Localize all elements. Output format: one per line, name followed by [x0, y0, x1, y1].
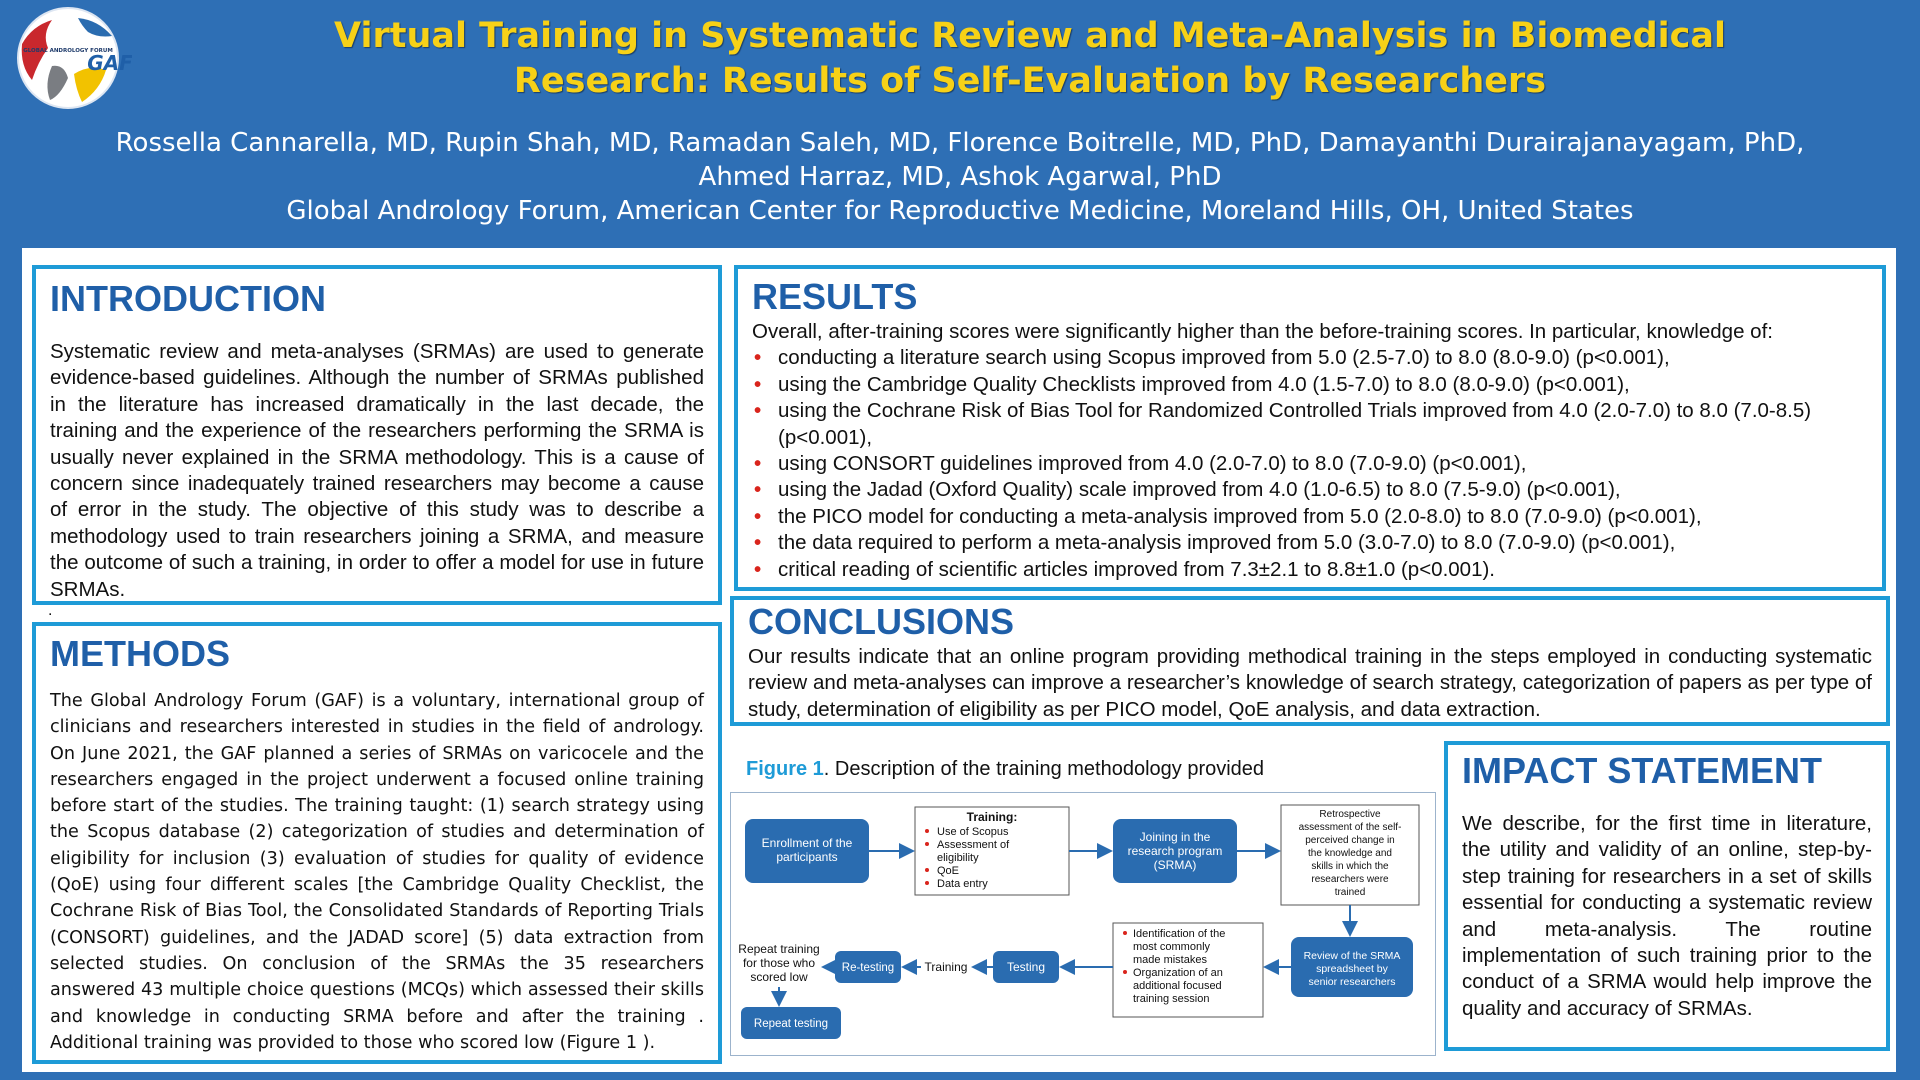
repeat-training-line: for those who: [742, 956, 816, 970]
poster-title: [150, 14, 1910, 104]
results-list: [752, 345, 1868, 583]
retro-line: trained: [1334, 887, 1366, 898]
figure-caption-text: . Description of the training methodology provided: [823, 758, 1265, 780]
gaf-logo: [12, 4, 132, 112]
bullet-icon: •: [754, 504, 762, 528]
repeat-training-line: Repeat training: [738, 942, 820, 956]
figure-caption: [746, 758, 1264, 781]
results-item: [752, 504, 1868, 530]
results-item: [752, 398, 1868, 451]
retro-line: researchers were: [1311, 874, 1389, 885]
results-intro: Overall, after-training scores were significantly higher than the before-training scores. In particular, knowledge of:: [752, 320, 1773, 343]
introduction-panel: [32, 265, 722, 605]
results-item-text: using the Jadad (Oxford Quality) scale improved from 4.0 (1.0-6.5) to 8.0 (7.5-9.0) (p<0.001),: [778, 478, 1621, 502]
identification-line: made mistakes: [1133, 954, 1207, 966]
affiliation: Global Andrology Forum, American Center for Reproductive Medicine, Moreland Hills, OH, United States: [286, 196, 1634, 226]
results-item-text: using the Cambridge Quality Checklists improved from 4.0 (1.5-7.0) to 8.0 (8.0-9.0) (p<0.001),: [778, 372, 1630, 396]
authors-line-1: Rossella Cannarella, MD, Rupin Shah, MD, Ramadan Saleh, MD, Florence Boitrelle, MD, PhD, Damayanthi Durairajanayagam, PhD,: [115, 128, 1805, 158]
bullet-icon: [925, 842, 929, 846]
training-item: Assessment of: [937, 839, 1010, 851]
results-item: [752, 372, 1868, 398]
review-line: Review of the SRMA: [1303, 950, 1401, 962]
organization-line: additional focused: [1133, 980, 1222, 992]
methods-text: The Global Andrology Forum (GAF) is a voluntary, international group of clinicians and researchers interested in studies in the field of andrology. On June 2021, the GAF planned a series of SRMAs on varicocele and the researchers engaged in the project underwent a focused online training before start of the studies. The training taught: (1) search strategy using the Scopus database (2) categorization of studies and determination of eligibility for inclusion (3) evaluation of studies for quality of evidence (QoE) using four different scales [the Cambridge Quality Checklist, the Cochrane Risk of Bias Tool, the Consolidated Standards of Reporting Trials (CONSORT) guidelines, and the JADAD score] (5) data extraction from selected studies. On conclusion of the SRMAs the 35 researchers answered 43 multiple choice questions (MCQs) which assessed their skills and knowledge in conducting SRMA before and after the training . Additional training was provided to those who scored low (Figure 1 ).: [50, 691, 704, 1053]
bullet-icon: •: [754, 372, 762, 396]
results-item-text: using CONSORT guidelines improved from 4.0 (2.0-7.0) to 8.0 (7.0-9.0) (p<0.001),: [778, 452, 1527, 476]
results-heading: RESULTS: [752, 276, 918, 317]
joining-line: research program: [1127, 844, 1223, 858]
retro-line: skills in which the: [1311, 861, 1389, 872]
figure-1-flowchart: [730, 792, 1436, 1056]
repeat-training-line: scored low: [750, 970, 808, 984]
conclusions-heading: CONCLUSIONS: [748, 601, 1015, 642]
results-panel: [734, 265, 1886, 591]
impact-panel: [1444, 741, 1890, 1051]
bullet-icon: •: [754, 531, 762, 555]
bullet-icon: •: [754, 452, 762, 476]
results-item-text: using the Cochrane Risk of Bias Tool for Randomized Controlled Trials improved from 4.0 (2.0-7.0) to 8.0 (7.0-8.5) (p<0.001),: [778, 399, 1812, 449]
repeat-testing-label: Repeat testing: [753, 1018, 829, 1030]
organization-line: Organization of an: [1133, 967, 1223, 979]
impact-text: We describe, for the first time in literature, the utility and validity of an online, step-by-step training for researchers in a set of skills essential for conducting a systematic review and meta-analysis. The routine implementation of such training prior to the conduct of a SRMA would help improve the quality and accuracy of SRMAs.: [1462, 812, 1872, 1020]
bullet-icon: [1123, 970, 1127, 974]
results-item-text: critical reading of scientific articles improved from 7.3±2.1 to 8.8±1.0 (p<0.001).: [778, 557, 1495, 581]
title-line-2: Research: Results of Self-Evaluation by Researchers: [513, 61, 1547, 101]
methods-heading: METHODS: [50, 633, 230, 674]
bullet-icon: [1123, 931, 1127, 935]
results-item-text: the data required to perform a meta-analysis improved from 5.0 (3.0-7.0) to 8.0 (7.0-9.0) (p<0.001),: [778, 531, 1676, 555]
joining-line: Joining in the: [1139, 830, 1211, 844]
bullet-icon: [925, 881, 929, 885]
results-item-text: conducting a literature search using Scopus improved from 5.0 (2.5-7.0) to 8.0 (8.0-9.0) (p<0.001),: [778, 346, 1670, 370]
retro-line: Retrospective: [1319, 809, 1381, 820]
bullet-icon: •: [754, 399, 762, 423]
bullet-icon: [925, 829, 929, 833]
retro-line: the knowledge and: [1308, 848, 1392, 859]
training-item: eligibility: [937, 852, 979, 864]
bullet-icon: •: [754, 557, 762, 581]
introduction-text: Systematic review and meta-analyses (SRMAs) are used to generate evidence-based guidelines. Although the number of SRMAs published in the literature has increased dramatically in the last decade, the training and the experience of the researchers performing the SRMA is usually never explained in the SRMA methodology. This is a cause of concern since inadequately trained researchers may become a cause of error in the study. The objective of this study was to describe a methodology used to train researchers joining a SRMA, and measure the outcome of such a training, in order to offer a model for use in future SRMAs.: [50, 340, 704, 601]
results-item: [752, 530, 1868, 556]
training-item: Data entry: [937, 878, 988, 890]
conclusions-panel: [730, 596, 1890, 726]
identification-line: Identification of the: [1133, 928, 1226, 940]
logo-text: GLOBAL ANDROLOGY FORUM: [23, 48, 113, 54]
results-item: [752, 345, 1868, 371]
results-item-text: the PICO model for conducting a meta-analysis improved from 5.0 (2.0-8.0) to 8.0 (7.0-9.0) (p<0.001),: [778, 504, 1702, 528]
joining-line: (SRMA): [1153, 858, 1197, 872]
authors-block: [0, 126, 1920, 228]
authors-line-2: Ahmed Harraz, MD, Ashok Agarwal, PhD: [698, 162, 1222, 192]
logo-mark: GAF: [87, 51, 132, 75]
training-title: Training:: [966, 810, 1018, 824]
bullet-icon: [925, 868, 929, 872]
figure-label: Figure 1: [746, 758, 824, 780]
enrollment-line-1: Enrollment of the: [761, 836, 853, 850]
bullet-icon: •: [754, 478, 762, 502]
training-item: Use of Scopus: [937, 826, 1009, 838]
review-line: senior researchers: [1308, 976, 1396, 988]
retesting-label: Re-testing: [841, 962, 895, 974]
introduction-heading: INTRODUCTION: [50, 278, 326, 319]
results-item: [752, 557, 1868, 583]
methods-panel: [32, 622, 722, 1064]
identification-line: most commonly: [1133, 941, 1211, 953]
results-item: [752, 477, 1868, 503]
review-line: spreadsheet by: [1316, 963, 1388, 975]
conclusions-text: Our results indicate that an online program providing methodical training in the steps employed in conducting systematic review and meta-analyses can improve a researcher’s knowledge of search strategy, categorization of papers as per type of study, determination of eligibility as per PICO model, QoE analysis, and data extraction.: [748, 645, 1872, 721]
introduction-trailing: .: [48, 602, 53, 619]
organization-line: training session: [1133, 993, 1210, 1005]
poster-content: [22, 248, 1896, 1072]
results-item: [752, 451, 1868, 477]
training-item: QoE: [937, 865, 960, 877]
impact-heading: IMPACT STATEMENT: [1462, 750, 1822, 791]
title-line-1: Virtual Training in Systematic Review and Meta-Analysis in Biomedical: [333, 16, 1727, 56]
retro-line: assessment of the self-: [1298, 822, 1402, 833]
retro-line: perceived change in: [1305, 835, 1395, 846]
enrollment-line-2: participants: [776, 850, 838, 864]
testing-label: Testing: [1006, 960, 1046, 974]
training-label: Training: [924, 960, 968, 974]
bullet-icon: •: [754, 346, 762, 370]
